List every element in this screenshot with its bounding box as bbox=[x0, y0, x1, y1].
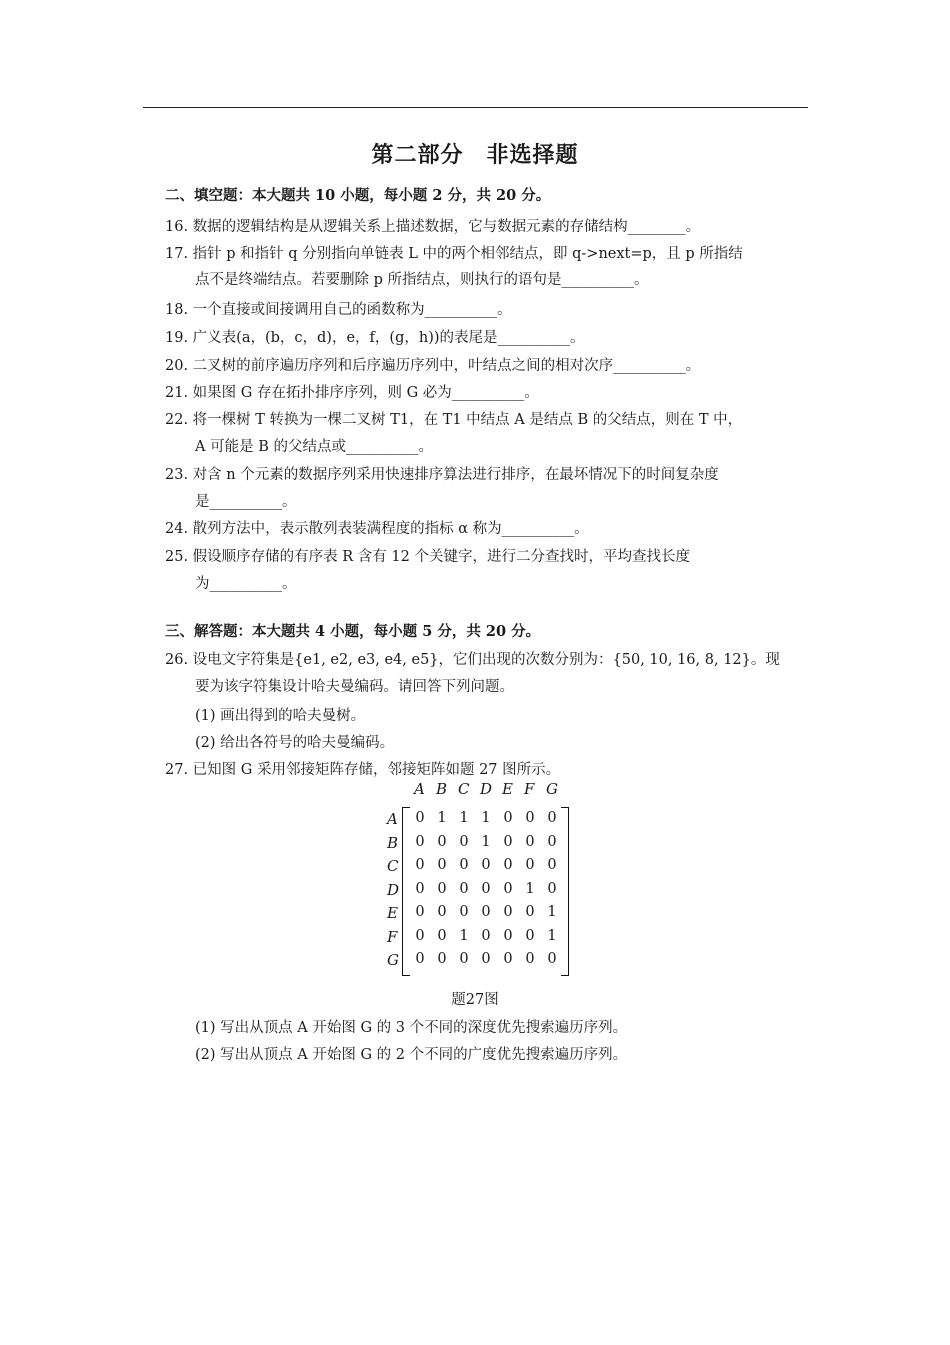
question-17-cont: 点不是终端结点。若要删除 p 所指结点，则执行的语句是__________。 bbox=[195, 272, 649, 288]
matrix-row-header: A bbox=[387, 810, 398, 828]
matrix-cell: 0 bbox=[415, 951, 425, 967]
matrix-cell: 0 bbox=[437, 857, 447, 873]
matrix-cell: 1 bbox=[459, 810, 469, 826]
matrix-cell: 0 bbox=[481, 857, 491, 873]
matrix-cell: 0 bbox=[547, 810, 557, 826]
matrix-cell: 1 bbox=[481, 833, 491, 850]
matrix-right-bracket bbox=[561, 807, 569, 976]
matrix-row-header: E bbox=[387, 904, 398, 922]
matrix-row-header: F bbox=[387, 927, 398, 946]
question-24: 24. 散列方法中，表示散列表装满程度的指标 α 称为__________。 bbox=[165, 521, 589, 537]
figure-caption: 题27图 bbox=[451, 992, 499, 1008]
question-16: 16. 数据的逻辑结构是从逻辑关系上描述数据，它与数据元素的存储结构________。 bbox=[165, 219, 701, 235]
matrix-cell: 1 bbox=[459, 927, 469, 944]
matrix-cell: 1 bbox=[547, 904, 557, 920]
matrix-cell: 1 bbox=[525, 880, 535, 897]
fill-section-heading: 二、填空题：本大题共 10 小题，每小题 2 分，共 20 分。 bbox=[165, 187, 551, 204]
matrix-cell: 0 bbox=[459, 904, 469, 920]
matrix-col-header: G bbox=[546, 780, 558, 798]
question-26-part1: (1) 画出得到的哈夫曼树。 bbox=[195, 708, 366, 724]
question-26-cont: 要为该字符集设计哈夫曼编码。请回答下列问题。 bbox=[195, 679, 514, 695]
page-title: 第二部分 非选择题 bbox=[371, 143, 579, 168]
matrix-row-header: C bbox=[387, 857, 399, 875]
matrix-cell: 0 bbox=[459, 880, 469, 897]
matrix-cell: 1 bbox=[481, 810, 491, 826]
matrix-cell: 0 bbox=[415, 880, 425, 897]
question-23: 23. 对含 n 个元素的数据序列采用快速排序算法进行排序，在最坏情况下的时间复杂度 bbox=[165, 467, 719, 483]
matrix-cell: 0 bbox=[437, 927, 447, 944]
question-27-part2: (2) 写出从顶点 A 开始图 G 的 2 个不同的广度优先搜索遍历序列。 bbox=[195, 1047, 628, 1063]
matrix-cell: 0 bbox=[437, 904, 447, 920]
matrix-cell: 0 bbox=[525, 904, 535, 920]
matrix-cell: 0 bbox=[481, 927, 491, 944]
question-22: 22. 将一棵树 T 转换为一棵二叉树 T1，在 T1 中结点 A 是结点 B 的父结点，则在 T 中， bbox=[165, 412, 743, 428]
question-25: 25. 假设顺序存储的有序表 R 含有 12 个关键字，进行二分查找时，平均查找长度 bbox=[165, 549, 690, 565]
question-17: 17. 指针 p 和指针 q 分别指向单链表 L 中的两个相邻结点，即 q->next=p，且 p 所指结 bbox=[165, 246, 743, 262]
question-19: 19. 广义表(a，(b，c，d)，e，f，(g，h))的表尾是__________。 bbox=[165, 330, 585, 346]
matrix-cell: 0 bbox=[547, 833, 557, 850]
matrix-cell: 0 bbox=[525, 810, 535, 826]
matrix-col-header: D bbox=[480, 780, 493, 798]
matrix-cell: 0 bbox=[503, 904, 513, 920]
matrix-cell: 0 bbox=[547, 951, 557, 967]
answer-section-heading: 三、解答题：本大题共 4 小题，每小题 5 分，共 20 分。 bbox=[165, 623, 541, 640]
matrix-cell: 0 bbox=[503, 927, 513, 944]
matrix-left-bracket bbox=[402, 807, 410, 976]
matrix-col-header: F bbox=[524, 780, 535, 798]
question-20: 20. 二叉树的前序遍历序列和后序遍历序列中，叶结点之间的相对次序__________。 bbox=[165, 358, 701, 374]
matrix-cell: 0 bbox=[459, 833, 469, 850]
matrix-cell: 0 bbox=[547, 857, 557, 873]
matrix-cell: 0 bbox=[459, 857, 469, 873]
question-26-part2: (2) 给出各符号的哈夫曼编码。 bbox=[195, 735, 395, 751]
matrix-cell: 0 bbox=[415, 810, 425, 826]
question-21: 21. 如果图 G 存在拓扑排序序列，则 G 必为__________。 bbox=[165, 385, 539, 401]
matrix-cell: 0 bbox=[503, 951, 513, 967]
question-27: 27. 已知图 G 采用邻接矩阵存储，邻接矩阵如题 27 图所示。 bbox=[165, 762, 561, 778]
question-22-cont: A 可能是 B 的父结点或__________。 bbox=[195, 439, 433, 455]
matrix-cell: 0 bbox=[503, 857, 513, 873]
matrix-cell: 0 bbox=[481, 951, 491, 967]
top-rule bbox=[143, 107, 808, 108]
matrix-cell: 0 bbox=[415, 927, 425, 944]
matrix-cell: 0 bbox=[525, 857, 535, 873]
matrix-cell: 0 bbox=[437, 833, 447, 850]
matrix-cell: 0 bbox=[503, 880, 513, 897]
matrix-cell: 0 bbox=[525, 951, 535, 967]
matrix-cell: 0 bbox=[415, 904, 425, 920]
matrix-cell: 0 bbox=[547, 880, 557, 897]
question-18: 18. 一个直接或间接调用自己的函数称为__________。 bbox=[165, 302, 512, 318]
matrix-cell: 0 bbox=[525, 833, 535, 850]
question-23-cont: 是__________。 bbox=[195, 494, 297, 510]
matrix-row-header: G bbox=[387, 951, 399, 969]
matrix-cell: 0 bbox=[481, 880, 491, 897]
matrix-col-header: B bbox=[436, 780, 448, 798]
matrix-col-header: C bbox=[458, 780, 470, 798]
matrix-cell: 0 bbox=[415, 833, 425, 850]
matrix-cell: 1 bbox=[437, 810, 447, 826]
matrix-cell: 0 bbox=[437, 880, 447, 897]
matrix-cell: 0 bbox=[503, 810, 513, 826]
matrix-cell: 0 bbox=[437, 951, 447, 967]
matrix-cell: 0 bbox=[525, 927, 535, 944]
matrix-col-header: E bbox=[502, 780, 513, 798]
matrix-col-header: A bbox=[414, 780, 425, 798]
question-26: 26. 设电文字符集是{e1, e2, e3, e4, e5}，它们出现的次数分别为：{50, 10, 16, 8, 12}。现 bbox=[165, 652, 780, 668]
question-27-part1: (1) 写出从顶点 A 开始图 G 的 3 个不同的深度优先搜索遍历序列。 bbox=[195, 1020, 628, 1036]
matrix-cell: 1 bbox=[547, 927, 557, 944]
matrix-cell: 0 bbox=[415, 857, 425, 873]
matrix-cell: 0 bbox=[459, 951, 469, 967]
question-25-cont: 为__________。 bbox=[195, 576, 297, 592]
matrix-row-header: B bbox=[387, 833, 399, 852]
matrix-cell: 0 bbox=[481, 904, 491, 920]
matrix-row-header: D bbox=[387, 880, 400, 899]
matrix-cell: 0 bbox=[503, 833, 513, 850]
adjacency-matrix bbox=[370, 780, 590, 980]
